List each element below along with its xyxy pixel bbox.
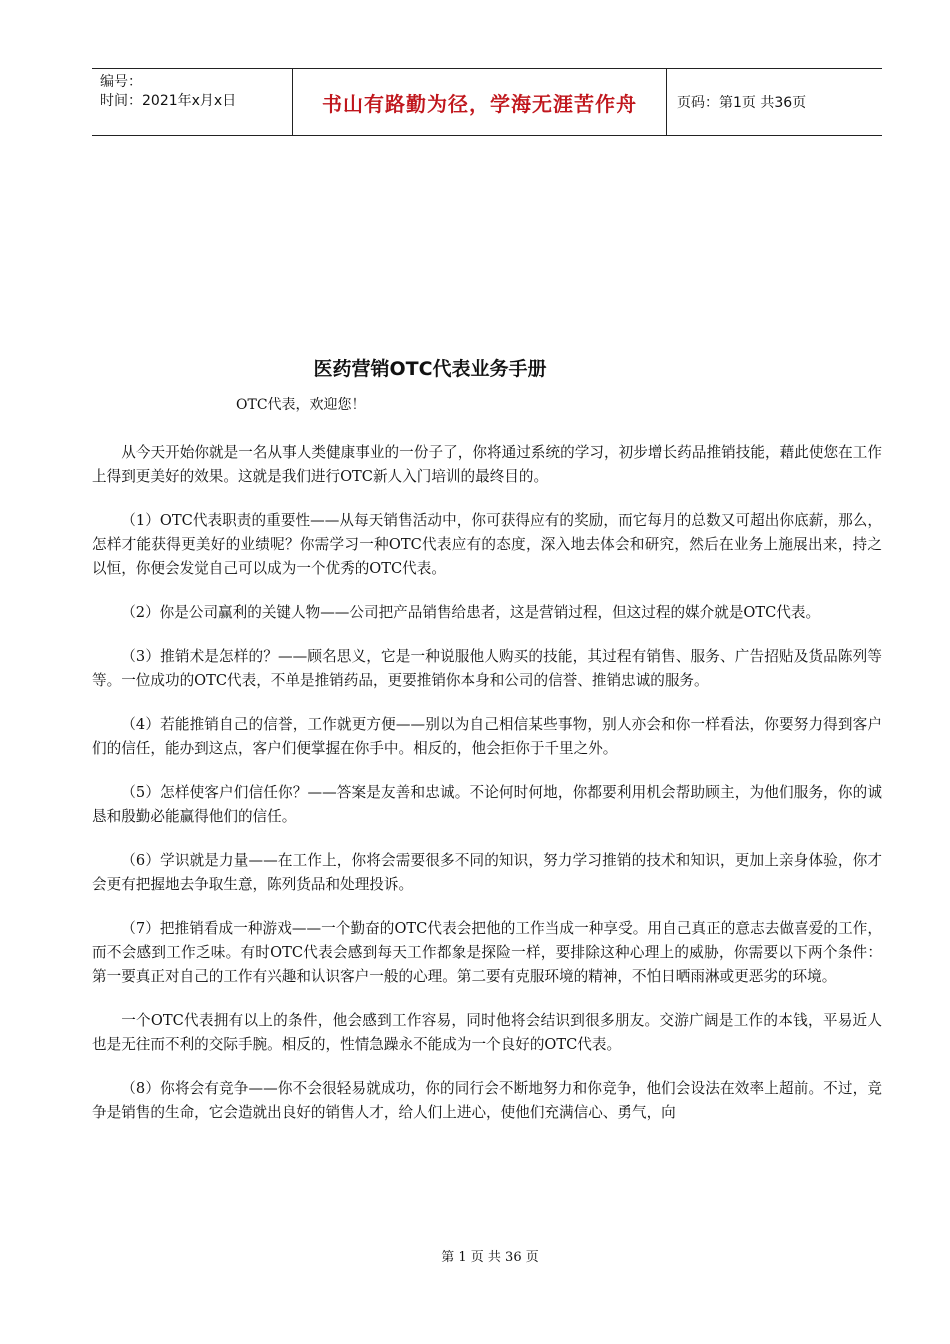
paragraph: （3）推销术是怎样的？——顾名思义，它是一种说服他人购买的技能，其过程有销售、服务、广告招贴及货品陈列等等。一位成功的OTC代表，不单是推销药品，更要推销你本身和公司的信誉、推销忠诚的服务。 [92, 648, 882, 689]
paragraph: （8）你将会有竞争——你不会很轻易就成功，你的同行会不断地努力和你竞争，他们会设法在效率上超前。不过，竞争是销售的生命，它会造就出良好的销售人才，给人们上进心，使他们充满信心、勇气，向 [92, 1080, 882, 1121]
paragraph: （1）OTC代表职责的重要性——从每天销售活动中，你可获得应有的奖励，而它每月的总数又可超出你底薪，那么，怎样才能获得更美好的业绩呢？你需学习一种OTC代表应有的态度，深入地去体会和研究，然后在业务上施展出来，持之以恒，你便会发觉自己可以成为一个优秀的OTC代表。 [92, 512, 882, 577]
greeting: OTC代表，欢迎您！ [236, 397, 366, 413]
serial-label: 编号： [100, 74, 142, 90]
paragraph: 一个OTC代表拥有以上的条件，他会感到工作容易，同时他将会结识到很多朋友。交游广阔是工作的本钱，平易近人也是无往而不利的交际手腕。相反的，性情急躁永不能成为一个良好的OTC代表。 [92, 1012, 882, 1053]
paragraph: （5）怎样使客户们信任你？——答案是友善和忠诚。不论何时何地，你都要利用机会帮助顾主，为他们服务，你的诚恳和殷勤必能赢得他们的信任。 [92, 784, 882, 825]
paragraph: 从今天开始你就是一名从事人类健康事业的一份子了，你将通过系统的学习，初步增长药品推销技能，藉此使您在工作上得到更美好的效果。这就是我们进行OTC新人入门培训的最终目的。 [92, 444, 882, 485]
header-page-info: 页码：第1页 共36页 [677, 95, 807, 111]
paragraph: （6）学识就是力量——在工作上，你将会需要很多不同的知识，努力学习推销的技术和知识，更加上亲身体验，你才会更有把握地去争取生意，陈列货品和处理投诉。 [92, 852, 882, 893]
header-motto: 书山有路勤为径，学海无涯苦作舟 [293, 69, 667, 135]
header-meta [92, 69, 293, 135]
paragraph: （4）若能推销自己的信誉，工作就更方便——别以为自己相信某些事物，别人亦会和你一样看法，你要努力得到客户们的信任，能办到这点，客户们便掌握在你手中。相反的，他会拒你于千里之外。 [92, 716, 882, 757]
page-footer: 第 1 页 共 36 页 [441, 1250, 539, 1265]
document-title: 医药营销OTC代表业务手册 [313, 358, 547, 380]
paragraph: （2）你是公司赢利的关键人物——公司把产品销售给患者，这是营销过程，但这过程的媒介就是OTC代表。 [121, 604, 821, 621]
document-body [92, 441, 882, 1145]
paragraph: （7）把推销看成一种游戏——一个勤奋的OTC代表会把他的工作当成一种享受。用自己真正的意志去做喜爱的工作，而不会感到工作乏味。有时OTC代表会感到每天工作都象是探险一样，要排除这种心理上的威胁，你需要以下两个条件：第一要真正对自己的工作有兴趣和认识客户一般的心理。第二要有克服环境的精神，不怕日晒雨淋或更恶劣的环境。 [92, 920, 882, 985]
time-label: 时间：2021年x月x日 [100, 93, 237, 109]
page-header [92, 68, 882, 136]
